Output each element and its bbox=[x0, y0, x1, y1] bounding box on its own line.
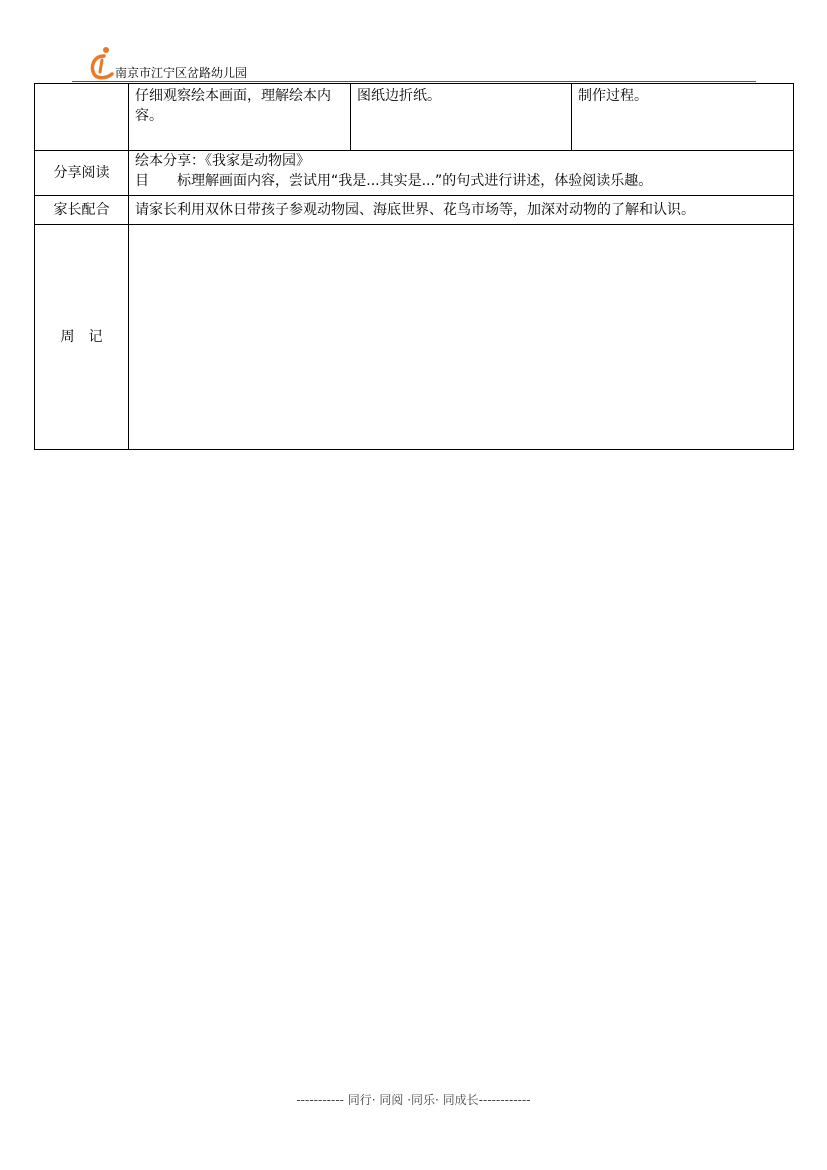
row-label-parent-cooperation: 家长配合 bbox=[35, 196, 129, 225]
table-row bbox=[35, 225, 794, 450]
weekly-notes-label: 周 记 bbox=[60, 329, 103, 345]
activity-plan-table bbox=[34, 83, 794, 450]
table-row bbox=[35, 196, 794, 225]
page-footer: ----------- 同行· 同阅 ·同乐· 同成长------------ bbox=[296, 1093, 531, 1107]
shared-reading-cell bbox=[129, 151, 794, 196]
goal-label: 目 标 bbox=[135, 173, 191, 189]
row-label-shared-reading: 分享阅读 bbox=[35, 151, 129, 196]
weekly-notes-cell[interactable] bbox=[129, 225, 794, 450]
reading-goal bbox=[135, 171, 787, 191]
row-label-empty bbox=[35, 84, 129, 151]
table-row bbox=[35, 151, 794, 196]
row-label-weekly-notes bbox=[35, 225, 129, 450]
goal-text: 理解画面内容，尝试用“我是...其实是...”的句式进行讲述，体验阅读乐趣。 bbox=[191, 173, 653, 189]
parent-cooperation-text: 请家长利用双休日带孩子参观动物园、海底世界、花鸟市场等，加深对动物的了解和认识。 bbox=[129, 196, 794, 225]
table-row bbox=[35, 84, 794, 151]
picture-book-title: 绘本分享：《我家是动物园》 bbox=[135, 153, 310, 169]
activity-cell-fold: 图纸边折纸。 bbox=[351, 84, 572, 151]
activity-cell-observe: 仔细观察绘本画面，理解绘本内容。 bbox=[129, 84, 351, 151]
activity-cell-process: 制作过程。 bbox=[572, 84, 794, 151]
header-divider bbox=[72, 81, 756, 82]
school-name: 南京市江宁区岔路幼儿园 bbox=[115, 66, 248, 80]
school-logo-icon bbox=[88, 44, 118, 80]
